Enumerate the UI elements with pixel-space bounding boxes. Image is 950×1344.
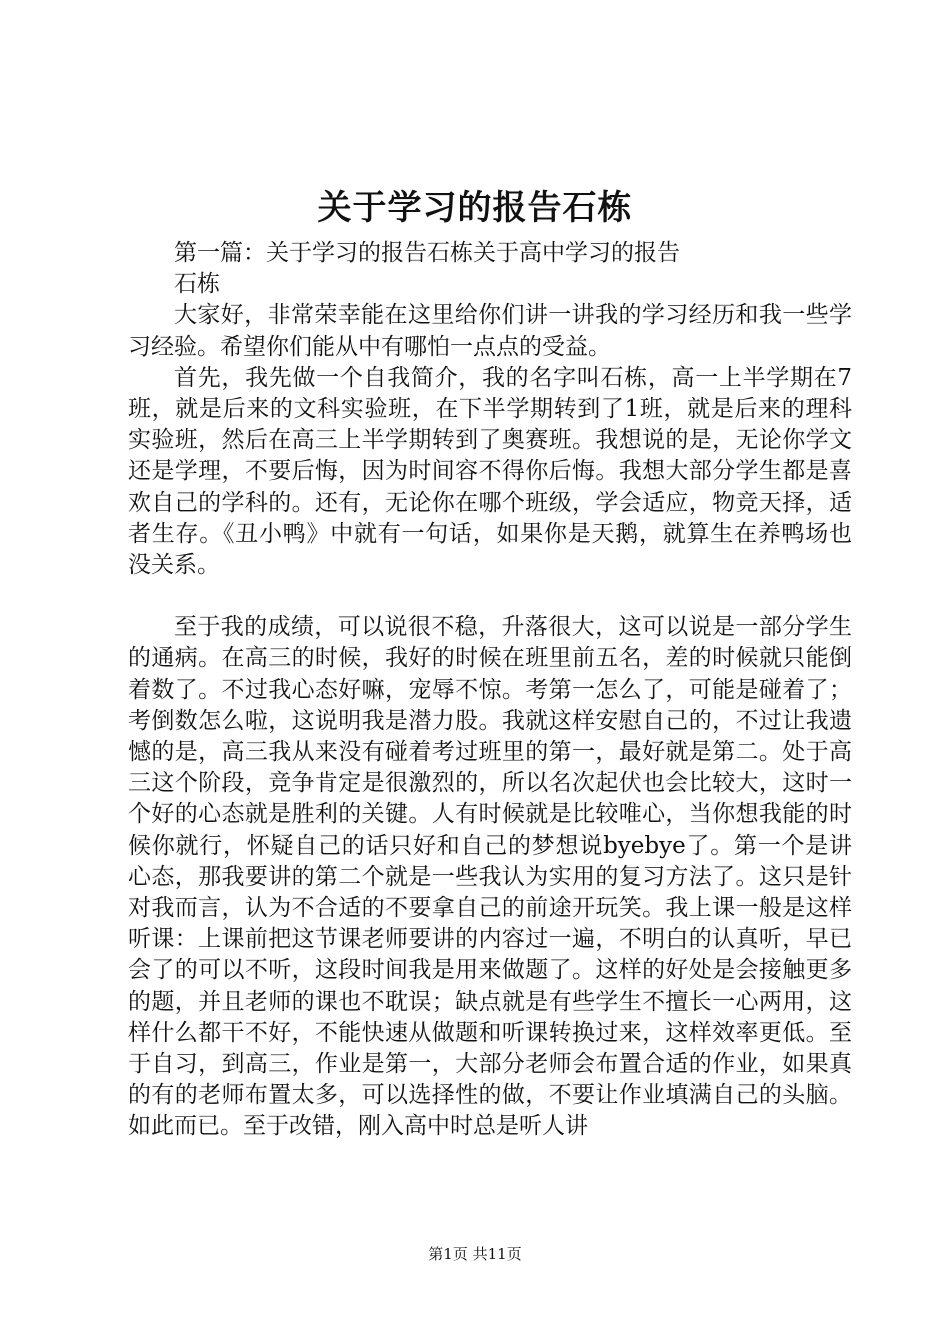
paragraph-grades: 至于我的成绩，可以说很不稳，升落很大，这可以说是一部分学生的通病。在高三的时候，我好的时候在班里前五名，差的时候就只能倒着数了。不过我心态好嘛，宠辱不惊。考第一怎么了，可能是碰着了；考倒数怎么啦，这说明我是潜力股。我就这样安慰自己的，不过让我遗憾的是，高三我从来没有碰着考过班里的第一，最好就是第二。处于高三这个阶段，竞争肯定是很激烈的，所以名次起伏也会比较大，这时一个好的心态就是胜利的关键。人有时候就是比较唯心，当你想我能的时候你就行，怀疑自己的话只好和自己的梦想说byebye了。第一个是讲心态，那我要讲的第二个就是一些我认为实用的复习方法了。这只是针对我而言，认为不合适的不要拿自己的前途开玩笑。我上课一般是这样听课：上课前把这节课老师要讲的内容过一遍，不明白的认真听，早已会了的可以不听，这段时间我是用来做题了。这样的好处是会接触更多的题，并且老师的课也不耽误；缺点就是有些学生不擅长一心两用，这样什么都干不好，不能快速从做题和听课转换过来，这样效率更低。至于自习，到高三，作业是第一，大部分老师会布置合适的作业，如果真的有的老师布置太多，可以选择性的做，不要让作业填满自己的头脑。如此而已。至于改错，刚入高中时总是听人讲 [128,614,852,1140]
document-body [128,238,852,1143]
document-title: 关于学习的报告石栋 [317,188,633,228]
paragraph-introduction: 首先，我先做一个自我简介，我的名字叫石栋，高一上半学期在7班，就是后来的文科实验班，在下半学期转到了1班，就是后来的理科实验班，然后在高三上半学期转到了奥赛班。我想说的是，无论你学文还是学理，不要后悔，因为时间容不得你后悔。我想大部分学生都是喜欢自己的学科的。还有，无论你在哪个班级，学会适应，物竞天择，适者生存。《丑小鸭》中就有一句话，如果你是天鹅，就算生在养鸭场也没关系。 [128,364,852,579]
paragraph-greeting: 大家好，非常荣幸能在这里给你们讲一讲我的学习经历和我一些学习经验。希望你们能从中有哪怕一点点的受益。 [128,302,852,360]
paragraph-author: 石栋 [174,271,220,298]
paragraph-heading: 第一篇：关于学习的报告石栋关于高中学习的报告 [174,240,680,266]
page-number-footer: 第1页 共11页 [428,1245,522,1263]
